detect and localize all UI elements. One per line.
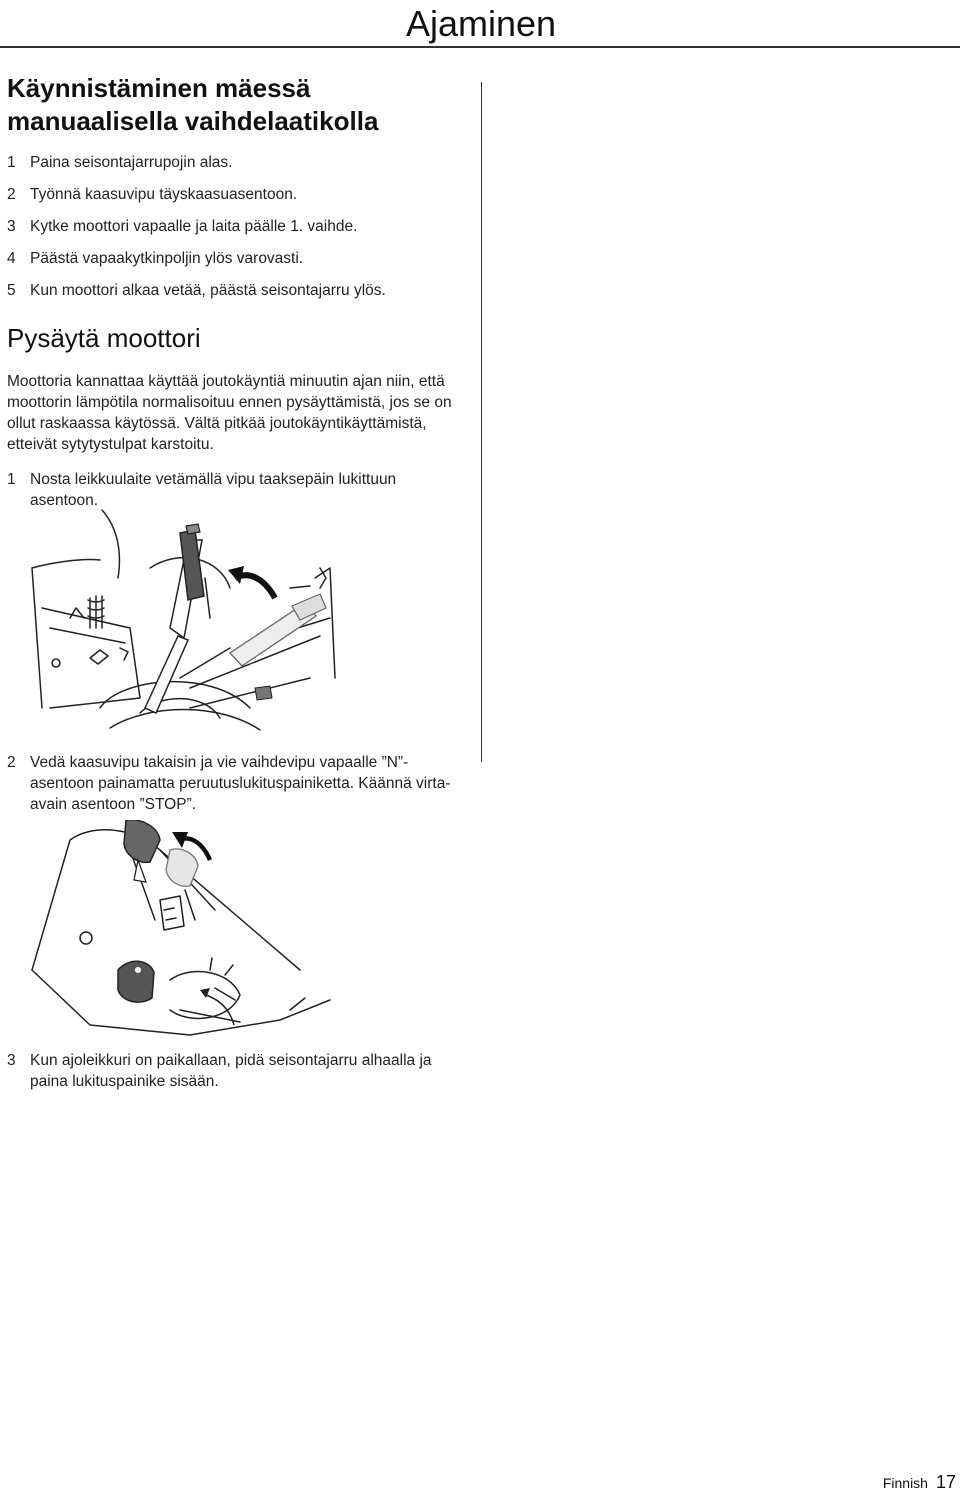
step-number: 2 bbox=[7, 754, 16, 771]
hill-start-steps bbox=[7, 152, 467, 301]
list-item bbox=[7, 280, 467, 301]
step-number: 5 bbox=[7, 282, 16, 299]
step-number: 4 bbox=[7, 250, 16, 267]
step-text: Päästä vapaakytkinpoljin ylös varovasti. bbox=[30, 250, 304, 267]
step-text: Työnnä kaasuvipu täyskaasuasentoon. bbox=[30, 186, 298, 203]
step-number: 2 bbox=[7, 186, 16, 203]
list-item bbox=[7, 752, 467, 815]
page-number: 17 bbox=[935, 1472, 956, 1492]
step-number: 1 bbox=[7, 154, 16, 171]
step-text: Vedä kaasuvipu takaisin ja vie vaihdevipu vapaalle ”N”-asentoon painamatta peruutuslukituspainiketta. Käännä virta-avain asentoon ”STOP”. bbox=[30, 754, 451, 813]
list-item bbox=[7, 469, 467, 511]
step-number: 3 bbox=[7, 218, 16, 235]
page-footer bbox=[883, 1472, 956, 1493]
list-item bbox=[7, 152, 467, 173]
column-divider bbox=[481, 82, 482, 762]
list-item bbox=[7, 248, 467, 269]
step-text: Paina seisontajarrupojin alas. bbox=[30, 154, 233, 171]
left-column bbox=[7, 72, 467, 522]
list-item bbox=[7, 1050, 467, 1092]
lever-illustration bbox=[30, 508, 340, 740]
step-text: Kun ajoleikkuri on paikallaan, pidä seisontajarru alhaalla ja paina lukituspainike sisään. bbox=[30, 1052, 432, 1090]
page-section-title: Ajaminen bbox=[406, 3, 557, 44]
footer-language: Finnish bbox=[882, 1475, 928, 1491]
list-item bbox=[7, 216, 467, 237]
section-title-hill-start: Käynnistäminen mäessä manuaalisella vaihdelaatikolla bbox=[7, 73, 379, 136]
intro-paragraph: Moottoria kannattaa käyttää joutokäyntiä minuutin ajan niin, että moottorin lämpötila normalisoituu ennen pysäyttämistä, jos se on ollut raskaassa käytössä. Vältä pitkää joutokäyntikäyttämistä, etteivät sytytystulpat karstoitu. bbox=[7, 373, 452, 453]
step-text: Kytke moottori vapaalle ja laita päälle 1. vaihde. bbox=[30, 218, 358, 235]
list-item bbox=[7, 184, 467, 205]
step-text: Nosta leikkuulaite vetämällä vipu taaksepäin lukittuun asentoon. bbox=[30, 471, 397, 509]
step-text: Kun moottori alkaa vetää, päästä seisontajarru ylös. bbox=[30, 282, 386, 299]
header-rule bbox=[0, 46, 960, 48]
step-number: 1 bbox=[7, 471, 16, 488]
step-number: 3 bbox=[7, 1052, 16, 1069]
section-title-stop-engine: Pysäytä moottori bbox=[7, 323, 201, 353]
ignition-key-illustration bbox=[30, 820, 340, 1042]
